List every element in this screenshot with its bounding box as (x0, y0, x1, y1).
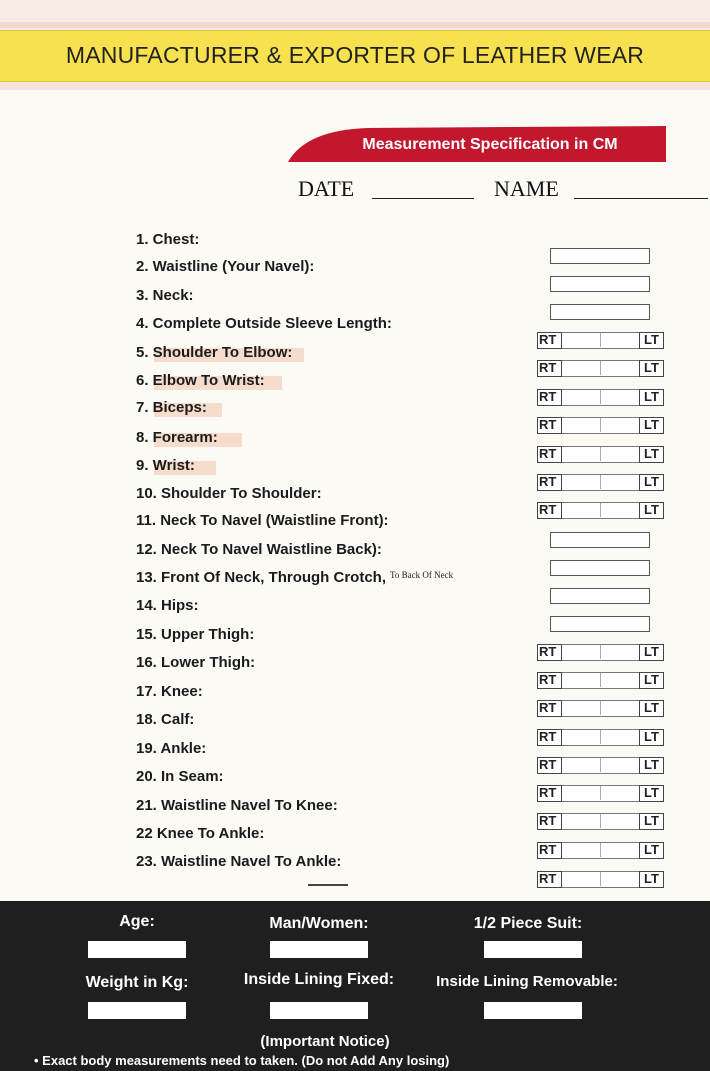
measurement-label (136, 768, 224, 785)
rt-label: RT (537, 672, 562, 689)
rt-lt-input-group[interactable] (537, 644, 664, 661)
measurement-input-box[interactable] (550, 588, 650, 604)
rt-lt-value-field[interactable] (562, 644, 639, 661)
measurement-label (136, 541, 382, 558)
suit-field[interactable] (484, 941, 582, 958)
rt-lt-value-field[interactable] (562, 842, 639, 859)
rt-label: RT (537, 446, 562, 463)
rt-label: RT (537, 332, 562, 349)
rt-label: RT (537, 785, 562, 802)
measurement-label (136, 231, 199, 248)
measurement-input-box[interactable] (550, 276, 650, 292)
measurement-label (136, 626, 254, 643)
measurement-input-box[interactable] (550, 616, 650, 632)
measurement-label (136, 399, 207, 416)
measurement-label (136, 372, 265, 389)
measurement-note: To Back Of Neck (390, 570, 454, 580)
rt-label: RT (537, 871, 562, 888)
rt-lt-value-field[interactable] (562, 871, 639, 888)
measurement-label (136, 512, 389, 529)
rt-lt-value-field[interactable] (562, 360, 639, 377)
lining-fixed-label: Inside Lining Fixed: (243, 971, 395, 988)
rt-lt-input-group[interactable] (537, 360, 664, 377)
rt-lt-input-group[interactable] (537, 474, 664, 491)
measurement-label-text: 5. Shoulder To Elbow: (136, 344, 293, 361)
lt-label: LT (639, 446, 664, 463)
rt-lt-value-field[interactable] (562, 502, 639, 519)
measurement-input-box[interactable] (550, 560, 650, 576)
lining-removable-field[interactable] (484, 1002, 582, 1019)
rt-lt-input-group[interactable] (537, 871, 664, 888)
measurement-label (136, 315, 392, 332)
rt-lt-value-field[interactable] (562, 417, 639, 434)
measurement-label (136, 569, 453, 586)
measurement-label (136, 740, 206, 757)
rt-lt-input-group[interactable] (537, 502, 664, 519)
measurement-label-text: 11. Neck To Navel (Waistline Front): (136, 512, 389, 529)
measurement-input-box[interactable] (550, 248, 650, 264)
rt-lt-input-group[interactable] (537, 417, 664, 434)
measurement-label (136, 258, 314, 275)
lt-label: LT (639, 644, 664, 661)
lt-label: LT (639, 729, 664, 746)
measurement-label-text: 10. Shoulder To Shoulder: (136, 485, 322, 502)
measurement-label (136, 683, 203, 700)
measurement-label (136, 429, 218, 446)
measurement-label-text: 15. Upper Thigh: (136, 626, 255, 643)
measurement-label-text: 9. Wrist: (136, 457, 195, 474)
lt-label: LT (639, 389, 664, 406)
suit-label: 1/2 Piece Suit: (473, 915, 583, 932)
measurement-label-text: 22 Knee To Ankle: (136, 825, 265, 842)
rt-lt-value-field[interactable] (562, 785, 639, 802)
lt-label: LT (639, 474, 664, 491)
rt-lt-input-group[interactable] (537, 785, 664, 802)
rt-label: RT (537, 474, 562, 491)
measurement-label (136, 797, 338, 814)
rt-label: RT (537, 502, 562, 519)
measurement-label-text: 1. Chest: (136, 231, 200, 248)
measurement-label-text: 3. Neck: (136, 287, 194, 304)
measurement-label-text: 2. Waistline (Your Navel): (136, 258, 315, 275)
measurement-label-text: 17. Knee: (136, 683, 203, 700)
measurement-label-text: 21. Waistline Navel To Knee: (136, 797, 338, 814)
measurement-input-box[interactable] (550, 532, 650, 548)
measurement-label-text: 18. Calf: (136, 711, 195, 728)
gender-field[interactable] (270, 941, 368, 958)
ribbon-title: Measurement Specification in CM (362, 136, 618, 153)
measurement-label (136, 853, 341, 870)
rt-lt-value-field[interactable] (562, 474, 639, 491)
notice-text: • Exact body measurements need to taken. (Do not Add Any losing) (34, 1053, 450, 1068)
rt-lt-value-field[interactable] (562, 729, 639, 746)
name-label: NAME (494, 176, 559, 201)
lt-label: LT (639, 785, 664, 802)
rt-lt-input-group[interactable] (537, 332, 664, 349)
header-title: MANUFACTURER & EXPORTER OF LEATHER WEAR (65, 42, 645, 68)
lt-label: LT (639, 417, 664, 434)
measurement-label (136, 344, 292, 361)
lt-label: LT (639, 757, 664, 774)
banner-shadow-strip (0, 82, 710, 90)
divider-mark (308, 884, 348, 886)
measurement-label (136, 654, 255, 671)
lt-label: LT (639, 871, 664, 888)
lt-label: LT (639, 332, 664, 349)
measurement-label-text: 12. Neck To Navel Waistline Back): (136, 541, 382, 558)
measurement-label-text: 20. In Seam: (136, 768, 224, 785)
age-field[interactable] (88, 941, 186, 958)
rt-label: RT (537, 360, 562, 377)
rt-lt-value-field[interactable] (562, 813, 639, 830)
rt-label: RT (537, 757, 562, 774)
measurement-label-text: 8. Forearm: (136, 429, 218, 446)
measurement-label-text: 4. Complete Outside Sleeve Length: (136, 315, 392, 332)
measurement-label (136, 457, 195, 474)
rt-lt-input-group[interactable] (537, 729, 664, 746)
age-label: Age: (119, 913, 155, 930)
lt-label: LT (639, 700, 664, 717)
measurement-label (136, 711, 194, 728)
rt-label: RT (537, 389, 562, 406)
rt-lt-value-field[interactable] (562, 672, 639, 689)
measurement-label (136, 485, 322, 502)
date-label: DATE (298, 176, 355, 201)
rt-lt-value-field[interactable] (562, 700, 639, 717)
rt-lt-value-field[interactable] (562, 332, 639, 349)
rt-lt-input-group[interactable] (537, 700, 664, 717)
rt-lt-value-field[interactable] (562, 446, 639, 463)
notice-title: (Important Notice) (260, 1033, 390, 1050)
lining-removable-label: Inside Lining Removable: (436, 973, 618, 990)
lt-label: LT (639, 502, 664, 519)
gender-label: Man/Women: (269, 915, 369, 932)
measurement-label (136, 287, 194, 304)
rt-label: RT (537, 813, 562, 830)
rt-lt-value-field[interactable] (562, 757, 639, 774)
rt-label: RT (537, 644, 562, 661)
rt-lt-input-group[interactable] (537, 672, 664, 689)
rt-lt-input-group[interactable] (537, 446, 664, 463)
weight-field[interactable] (88, 1002, 186, 1019)
measurement-label-text: 19. Ankle: (136, 740, 207, 757)
measurement-label-text: 7. Biceps: (136, 399, 207, 416)
measurement-label (136, 597, 199, 614)
measurement-label-text: 14. Hips: (136, 597, 199, 614)
measurement-label-text: 23. Waistline Navel To Ankle: (136, 853, 342, 870)
lining-fixed-field[interactable] (270, 1002, 368, 1019)
top-accent-strip (0, 22, 710, 28)
rt-label: RT (537, 700, 562, 717)
date-input-line[interactable] (372, 198, 474, 199)
rt-lt-input-group[interactable] (537, 842, 664, 859)
rt-lt-value-field[interactable] (562, 389, 639, 406)
rt-lt-input-group[interactable] (537, 389, 664, 406)
rt-lt-input-group[interactable] (537, 757, 664, 774)
rt-label: RT (537, 417, 562, 434)
weight-label: Weight in Kg: (85, 974, 189, 991)
measurement-label (136, 825, 264, 842)
measurement-input-box[interactable] (550, 304, 650, 320)
measurement-label-text: 13. Front Of Neck, Through Crotch, (136, 569, 387, 586)
lt-label: LT (639, 813, 664, 830)
lt-label: LT (639, 360, 664, 377)
name-input-line[interactable] (574, 198, 708, 199)
lt-label: LT (639, 842, 664, 859)
measurement-label-text: 16. Lower Thigh: (136, 654, 256, 671)
rt-lt-input-group[interactable] (537, 813, 664, 830)
measurement-label-text: 6. Elbow To Wrist: (136, 372, 265, 389)
rt-label: RT (537, 842, 562, 859)
lt-label: LT (639, 672, 664, 689)
rt-label: RT (537, 729, 562, 746)
